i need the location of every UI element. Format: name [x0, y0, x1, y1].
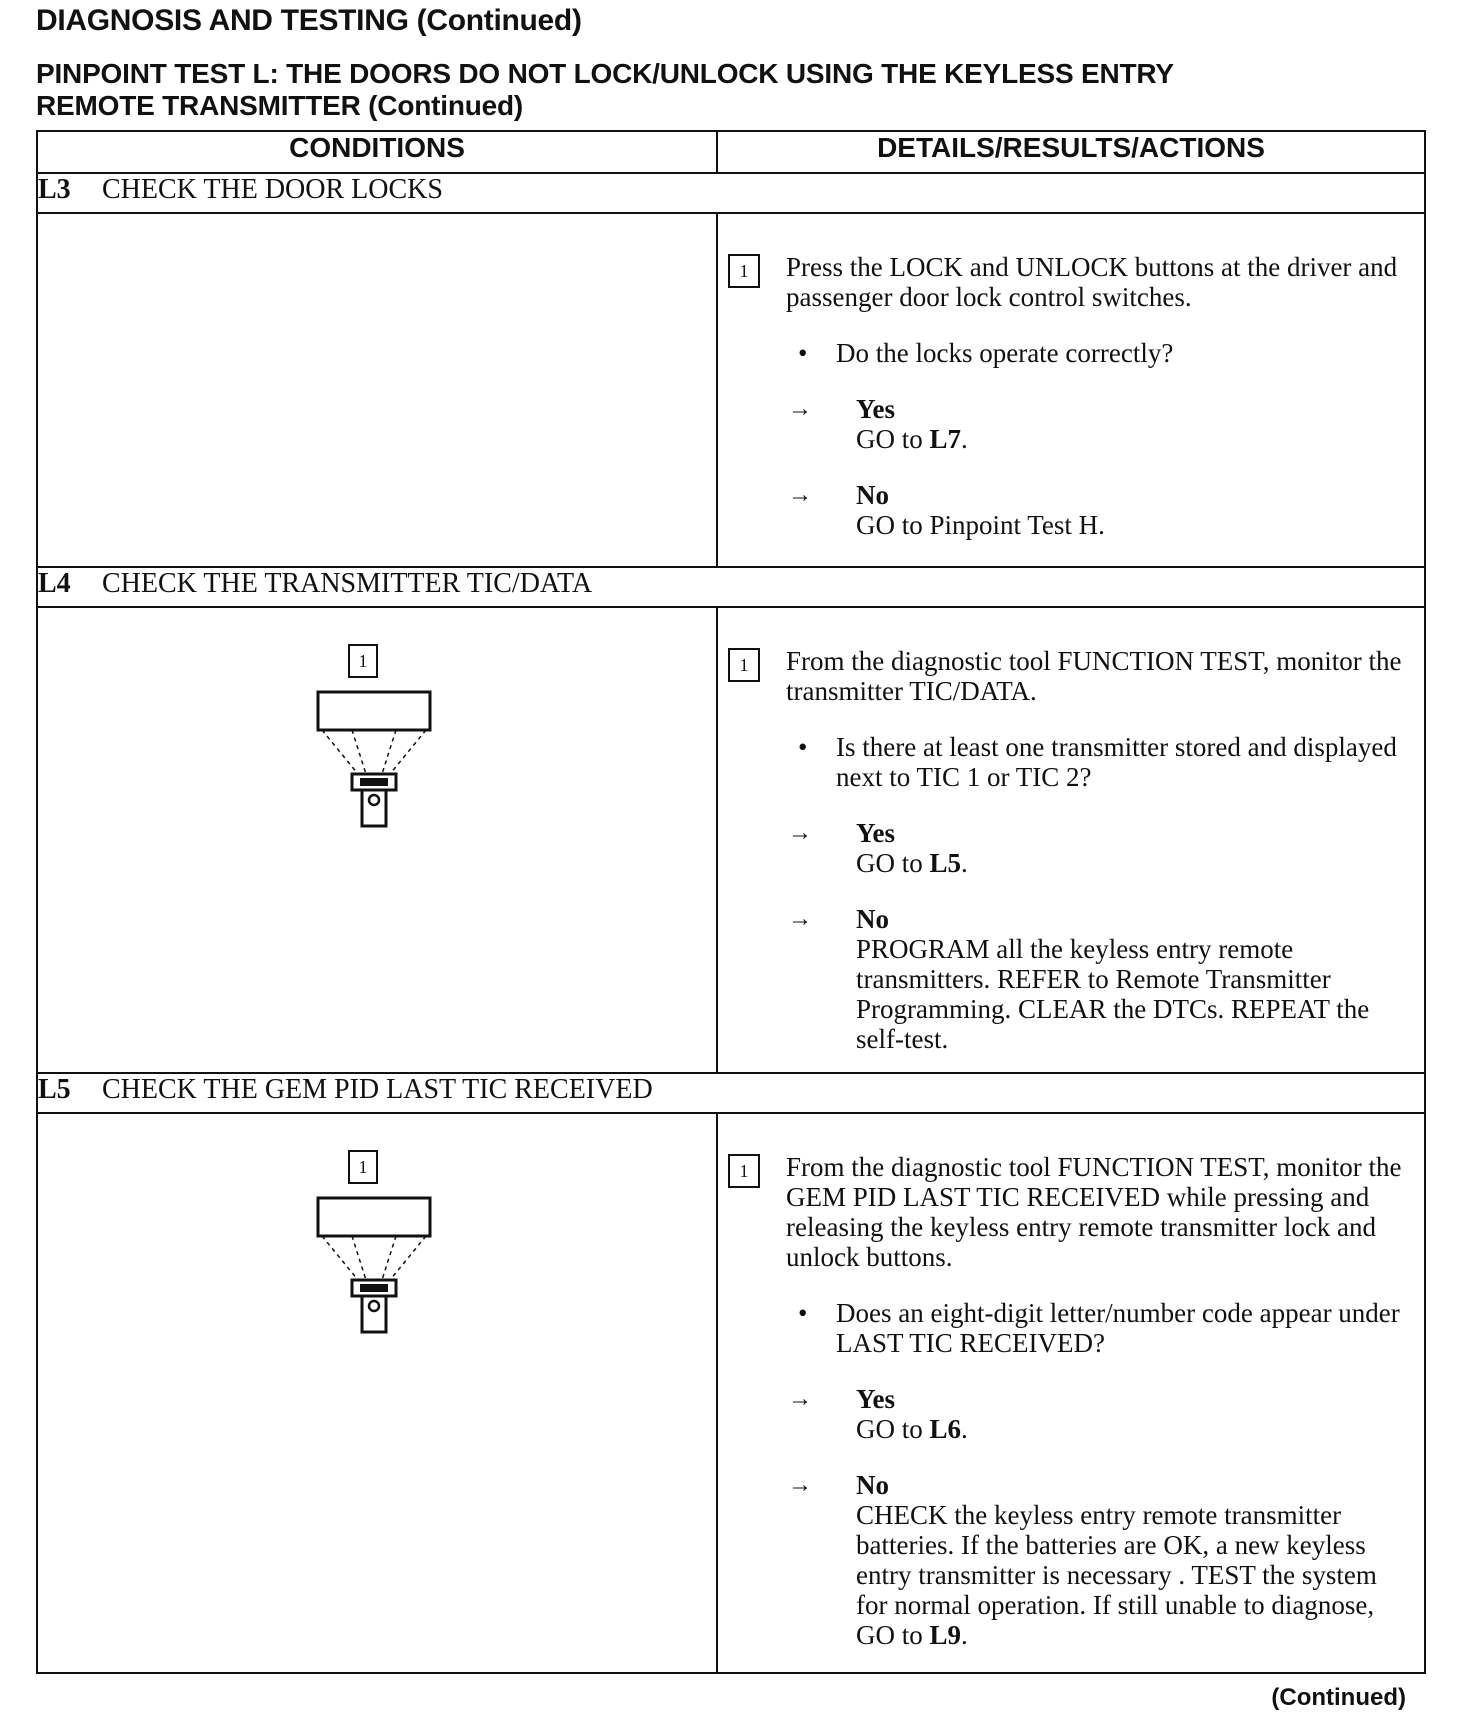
instruction — [718, 646, 1424, 706]
question — [718, 732, 1424, 792]
step-heading — [37, 173, 1425, 213]
instruction — [718, 252, 1424, 312]
question-text: Do the locks operate correctly? — [836, 338, 1174, 368]
no-outcome — [718, 904, 1424, 1054]
continued-label: (Continued) — [1271, 1684, 1406, 1711]
no-action: CHECK the keyless entry remote transmitter batteries. If the batteries are OK, a new keyless entry transmitter is necessary . TEST the system for normal operation. If still unable to diagnose, GO to L9. — [856, 1500, 1377, 1650]
table-header-row — [37, 131, 1425, 173]
no-action: GO to Pinpoint Test H. — [856, 510, 1105, 540]
diagnostic-tool-icon — [308, 644, 438, 824]
yes-outcome — [718, 1384, 1424, 1444]
no-label: No — [856, 1470, 889, 1500]
instruction — [718, 1152, 1424, 1272]
arrow-right-icon: → — [788, 906, 812, 932]
scan-tool-icon — [308, 1196, 438, 1346]
step-heading — [37, 1073, 1425, 1113]
step-title: CHECK THE TRANSMITTER TIC/DATA — [102, 568, 593, 599]
yes-outcome — [718, 818, 1424, 878]
step-number-box: 1 — [728, 648, 760, 682]
question-text: Is there at least one transmitter stored and displayed next to TIC 1 or TIC 2? — [836, 732, 1397, 792]
test-title-line-1: PINPOINT TEST L: THE DOORS DO NOT LOCK/UNLOCK USING THE KEYLESS ENTRY — [36, 58, 1174, 89]
yes-label: Yes — [856, 818, 895, 848]
details-cell — [717, 1113, 1425, 1673]
step-body-l4 — [37, 607, 1425, 1073]
step-reference: L9 — [929, 1620, 962, 1650]
diagnosis-table — [36, 130, 1426, 1674]
step-id: L5 — [38, 1074, 71, 1105]
no-label: No — [856, 904, 889, 934]
yes-action: GO to L5. — [856, 848, 968, 878]
step-row-l3 — [37, 173, 1425, 213]
diagnostic-tool-icon — [308, 1150, 438, 1330]
step-id: L3 — [38, 174, 71, 205]
yes-action: GO to L7. — [856, 424, 968, 454]
no-label: No — [856, 480, 889, 510]
instruction-text: Press the LOCK and UNLOCK buttons at the driver and passenger door lock control switches. — [786, 252, 1398, 312]
conditions-header: CONDITIONS — [37, 131, 717, 173]
instruction-text: From the diagnostic tool FUNCTION TEST, monitor the transmitter TIC/DATA. — [786, 646, 1402, 706]
arrow-right-icon: → — [788, 482, 812, 508]
details-cell — [717, 213, 1425, 567]
step-row-l4 — [37, 567, 1425, 607]
step-reference: L7 — [929, 424, 962, 454]
test-title-line-2: REMOTE TRANSMITTER (Continued) — [36, 90, 524, 121]
yes-label: Yes — [856, 394, 895, 424]
step-row-l5 — [37, 1073, 1425, 1113]
step-reference: L5 — [929, 848, 962, 878]
bullet-icon: • — [798, 338, 808, 368]
tool-number-box: 1 — [348, 644, 378, 678]
pinpoint-test-title — [36, 58, 1174, 122]
question — [718, 338, 1424, 368]
question-text: Does an eight-digit letter/number code appear under LAST TIC RECEIVED? — [836, 1298, 1400, 1358]
yes-outcome — [718, 394, 1424, 454]
yes-label: Yes — [856, 1384, 895, 1414]
tool-number-box: 1 — [348, 1150, 378, 1184]
bullet-icon: • — [798, 1298, 808, 1328]
details-header: DETAILS/RESULTS/ACTIONS — [717, 131, 1425, 173]
arrow-right-icon: → — [788, 396, 812, 422]
no-action: PROGRAM all the keyless entry remote transmitters. REFER to Remote Transmitter Programming. CLEAR the DTCs. REPEAT the self-test. — [856, 934, 1370, 1054]
step-number-box: 1 — [728, 1154, 760, 1188]
step-id: L4 — [38, 568, 71, 599]
step-body-l5 — [37, 1113, 1425, 1673]
bullet-icon: • — [798, 732, 808, 762]
conditions-cell — [37, 213, 717, 567]
page-title: DIAGNOSIS AND TESTING (Continued) — [36, 4, 582, 37]
no-outcome — [718, 480, 1424, 540]
step-title: CHECK THE DOOR LOCKS — [102, 174, 443, 205]
scan-tool-icon — [308, 690, 438, 840]
step-number-box: 1 — [728, 254, 760, 288]
question — [718, 1298, 1424, 1358]
details-cell — [717, 607, 1425, 1073]
step-heading — [37, 567, 1425, 607]
step-title: CHECK THE GEM PID LAST TIC RECEIVED — [102, 1074, 653, 1105]
conditions-cell — [37, 607, 717, 1073]
instruction-text: From the diagnostic tool FUNCTION TEST, monitor the GEM PID LAST TIC RECEIVED while pressing and releasing the keyless entry remote transmitter lock and unlock buttons. — [786, 1152, 1402, 1272]
arrow-right-icon: → — [788, 1472, 812, 1498]
yes-action: GO to L6. — [856, 1414, 968, 1444]
conditions-cell — [37, 1113, 717, 1673]
arrow-right-icon: → — [788, 1386, 812, 1412]
step-reference: L6 — [929, 1414, 962, 1444]
no-outcome — [718, 1470, 1424, 1650]
step-body-l3 — [37, 213, 1425, 567]
arrow-right-icon: → — [788, 820, 812, 846]
